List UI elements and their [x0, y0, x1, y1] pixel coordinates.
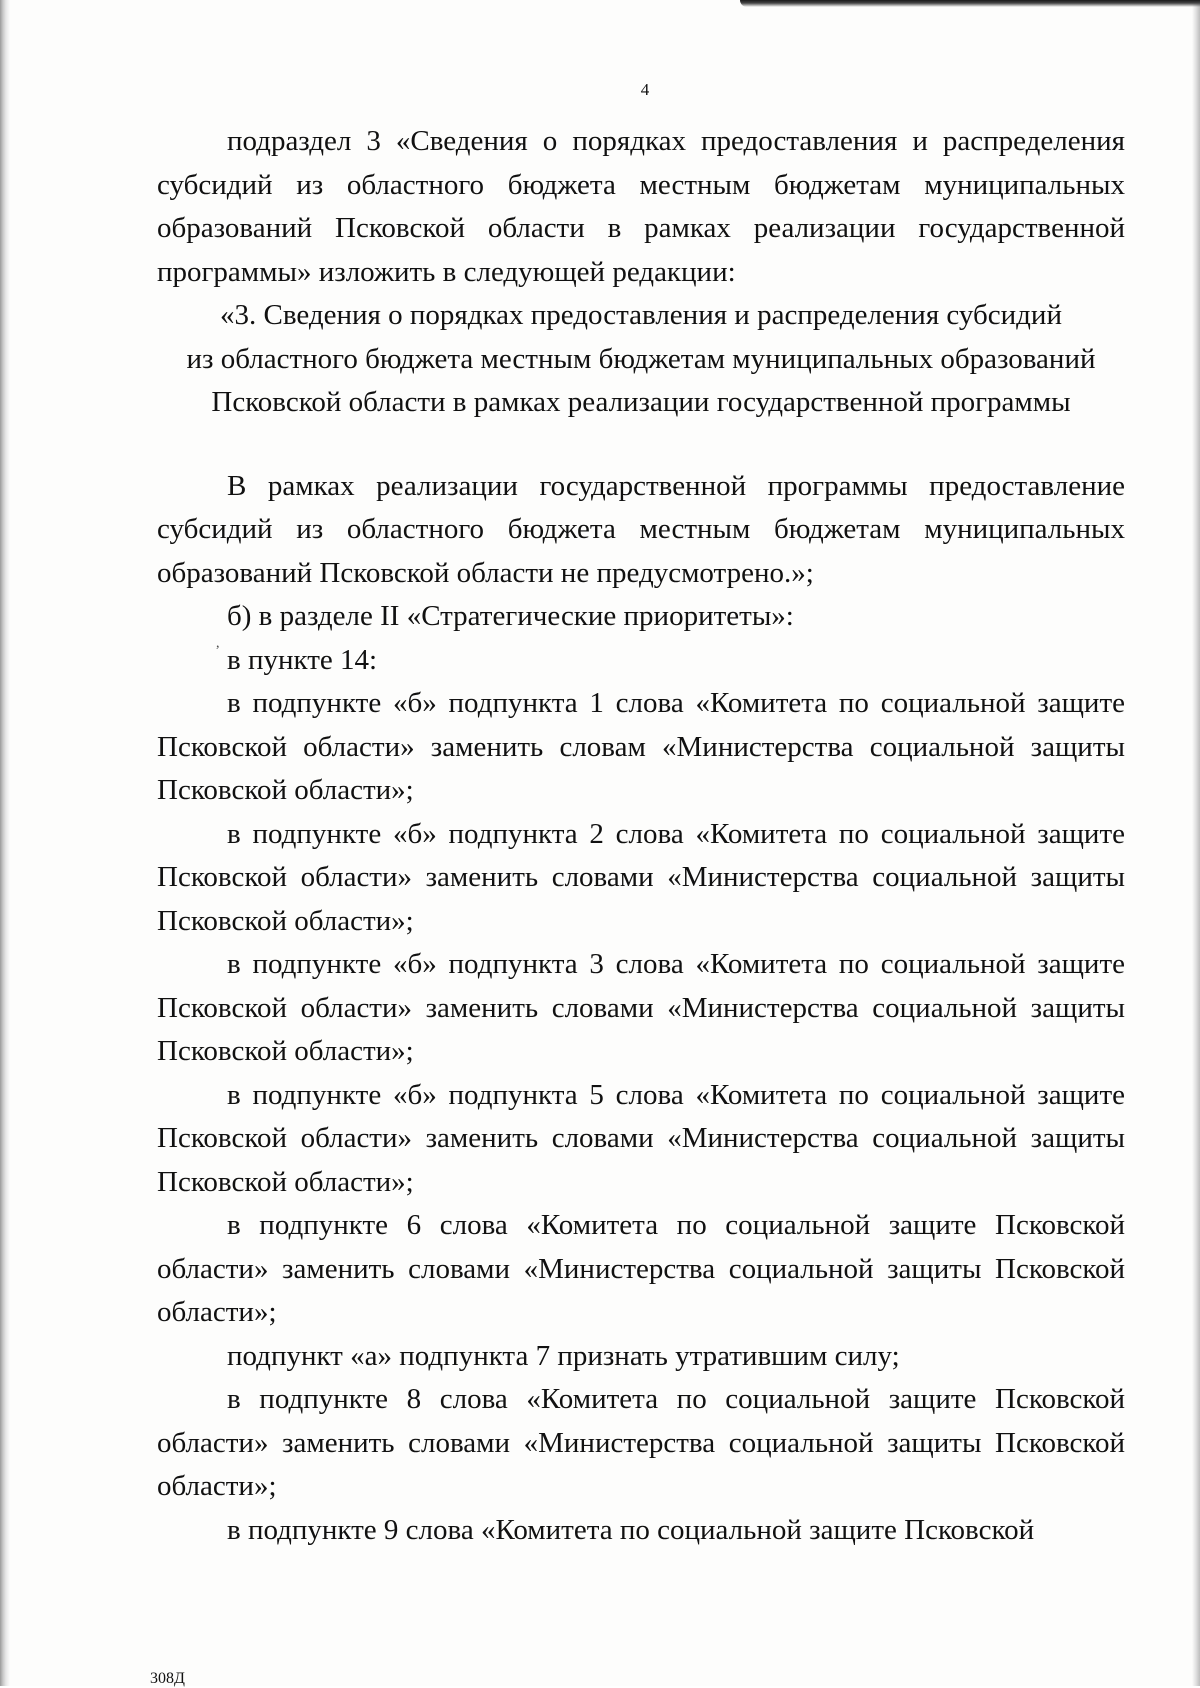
body-paragraph: в пункте 14:: [227, 643, 378, 676]
scan-edge-right: [1192, 0, 1200, 1686]
page-number: 4: [640, 80, 650, 99]
body-paragraph: б) в разделе II «Стратегические приоритеты»:: [227, 600, 794, 632]
document-body: [157, 120, 1125, 1552]
body-paragraph: в подпункте 9 слова «Комитета по социальной защите Псковской: [227, 1513, 1035, 1546]
body-paragraph: в подпункте «б» подпункта 2 слова «Комитета по социальной защите Псковской области» заменить словами «Министерства социальной защиты Псковской области»;: [157, 817, 1125, 937]
heading-line: Псковской области в рамках реализации государственной программы: [211, 386, 1071, 418]
scan-edge-top: [740, 0, 1200, 7]
heading-line: из областного бюджета местным бюджетам муниципальных образований: [186, 342, 1096, 375]
section-heading: [157, 294, 1125, 425]
footer-code: 308Д: [150, 1670, 185, 1687]
body-paragraph: в подпункте «б» подпункта 5 слова «Комитета по социальной защите Псковской области» заменить словами «Министерства социальной защиты Псковской области»;: [157, 1078, 1125, 1198]
intro-paragraph: подраздел 3 «Сведения о порядках предоставления и распределения субсидий из областного бюджета местным бюджетам муниципальных образований Псковской области в рамках реализации государственной программы» изложить в следующей редакции:: [157, 125, 1125, 288]
spacer: [157, 425, 1125, 465]
body-paragraph: в подпункте «б» подпункта 3 слова «Комитета по социальной защите Псковской области» заменить словами «Министерства социальной защиты Псковской области»;: [157, 948, 1125, 1067]
body-paragraph: в подпункте 8 слова «Комитета по социальной защите Псковской области» заменить словами «Министерства социальной защиты Псковской области»;: [157, 1383, 1125, 1502]
body-paragraph: в подпункте 6 слова «Комитета по социальной защите Псковской области» заменить словами «Министерства социальной защиты Псковской области»;: [157, 1209, 1125, 1328]
body-paragraph: в подпункте «б» подпункта 1 слова «Комитета по социальной защите Псковской области» заменить словам «Министерства социальной защиты Псковской области»;: [157, 687, 1125, 806]
scan-edge-left: [0, 0, 10, 1686]
body-paragraph: подпункт «а» подпункта 7 признать утратившим силу;: [227, 1339, 900, 1372]
body-paragraph: В рамках реализации государственной программы предоставление субсидий из областного бюджета местным бюджетам муниципальных образований Псковской области не предусмотрено.»;: [157, 469, 1125, 589]
heading-line: «3. Сведения о порядках предоставления и распределения субсидий: [220, 299, 1062, 331]
margin-mark: ,: [216, 636, 220, 651]
